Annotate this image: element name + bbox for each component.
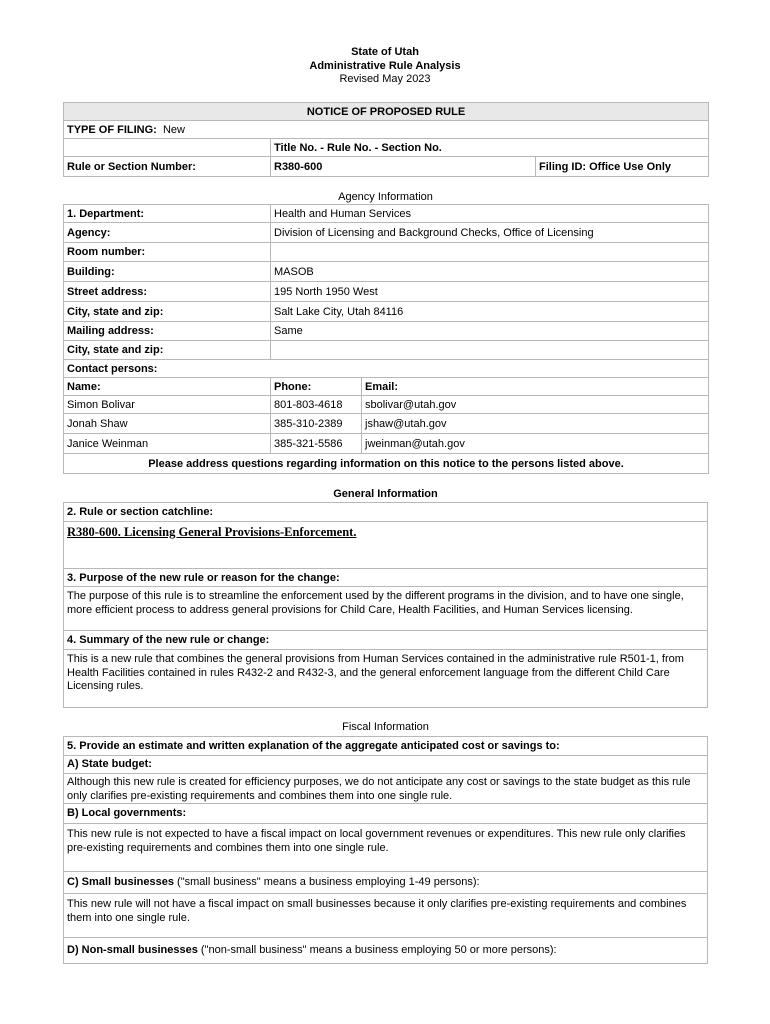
city-label: City, state and zip: <box>64 302 271 322</box>
state-label: A) State budget: <box>67 758 152 770</box>
contact-row <box>64 414 709 434</box>
state-text: Although this new rule is created for efficiency purposes, we do not anticipate any cost or savings to the state budget as this rule only clarifies pre-existing requirements and combines them into one single rule. <box>67 776 691 802</box>
local-text: This new rule is not expected to have a fiscal impact on local government revenues or expenditures. This new rule only clarifies pre-existing requirements and combines them into one single rule. <box>67 828 686 854</box>
agency-value: Division of Licensing and Background Checks, Office of Licensing <box>271 223 709 243</box>
small-business-heading <box>67 876 480 888</box>
agency-label: Agency: <box>64 223 271 243</box>
building-label: Building: <box>64 262 271 282</box>
room-label: Room number: <box>64 243 271 262</box>
contact-phone: 801-803-4618 <box>271 396 362 414</box>
state-title: State of Utah <box>351 46 419 58</box>
nonsmall-business-heading <box>67 944 557 956</box>
contact-phone: 385-321-5586 <box>271 434 362 454</box>
analysis-title: Administrative Rule Analysis <box>309 60 461 72</box>
contact-note: Please address questions regarding information on this notice to the persons listed above. <box>64 454 709 474</box>
type-label: TYPE OF FILING: <box>67 123 157 136</box>
summary-label: 4. Summary of the new rule or change: <box>67 634 270 646</box>
room-value <box>271 243 709 262</box>
contact-name: Janice Weinman <box>64 434 271 454</box>
contact-row <box>64 396 709 414</box>
small-label: C) Small businesses <box>67 876 174 888</box>
purpose-label: 3. Purpose of the new rule or reason for the change: <box>67 572 340 584</box>
notice-table <box>63 102 709 177</box>
catchline-label: 2. Rule or section catchline: <box>67 506 214 518</box>
mailing-value: Same <box>271 322 709 341</box>
city2-label: City, state and zip: <box>64 341 271 360</box>
small-text: This new rule will not have a fiscal impact on small businesses because it only clarifies pre-existing requirements and combines them into one single rule. <box>67 898 687 924</box>
small-note: ("small business" means a business employing 1-49 persons): <box>174 876 480 888</box>
nonsmall-label: D) Non-small businesses <box>67 944 198 956</box>
building-value: MASOB <box>271 262 709 282</box>
col-email: Email: <box>362 378 709 396</box>
agency-table <box>63 204 709 474</box>
contact-email: jweinman@utah.gov <box>362 434 709 454</box>
street-value: 195 North 1950 West <box>271 282 709 302</box>
type-of-filing <box>64 121 709 139</box>
contact-name: Simon Bolivar <box>64 396 271 414</box>
general-section-title: General Information <box>333 488 438 500</box>
nonsmall-note: ("non-small business" means a business employing 50 or more persons): <box>197 944 557 956</box>
agency-section-title: Agency Information <box>338 191 433 203</box>
contact-row <box>64 434 709 454</box>
filing-id: Filing ID: Office Use Only <box>536 157 709 177</box>
col-name: Name: <box>64 378 271 396</box>
type-value: New <box>162 123 185 136</box>
city-value: Salt Lake City, Utah 84116 <box>271 302 709 322</box>
rule-label: Rule or Section Number: <box>64 157 271 177</box>
general-box <box>63 502 708 708</box>
contact-name: Jonah Shaw <box>64 414 271 434</box>
estimate-label: 5. Provide an estimate and written explanation of the aggregate anticipated cost or savings to: <box>67 740 560 752</box>
mailing-label: Mailing address: <box>64 322 271 341</box>
rule-value: R380-600 <box>271 157 536 177</box>
col-phone: Phone: <box>271 378 362 396</box>
city2-value <box>271 341 709 360</box>
catchline-value: R380-600. Licensing General Provisions-Enforcement. <box>67 525 357 539</box>
fiscal-box <box>63 736 708 964</box>
department-value: Health and Human Services <box>271 205 709 223</box>
department-label: 1. Department: <box>64 205 271 223</box>
contact-email: sbolivar@utah.gov <box>362 396 709 414</box>
contacts-label: Contact persons: <box>64 360 709 378</box>
revised-date: Revised May 2023 <box>339 73 431 85</box>
summary-text: This is a new rule that combines the general provisions from Human Services contained in the administrative rule R501-1, from Health Facilities contained in rules R432-2 and R432-3, and the general enforcement language from the different Child Care Licensing rules. <box>67 653 684 692</box>
contact-phone: 385-310-2389 <box>271 414 362 434</box>
notice-title: NOTICE OF PROPOSED RULE <box>64 103 709 121</box>
fiscal-section-title: Fiscal Information <box>342 721 429 733</box>
local-label: B) Local governments: <box>67 807 187 819</box>
purpose-text: The purpose of this rule is to streamline the enforcement used by the different programs in the division, and to have one single, more efficient process to address general provisions for Child Care, Health Facilities, and Human Services licensing. <box>67 590 684 616</box>
title-no-label: Title No. - Rule No. - Section No. <box>271 139 709 157</box>
contact-email: jshaw@utah.gov <box>362 414 709 434</box>
street-label: Street address: <box>64 282 271 302</box>
